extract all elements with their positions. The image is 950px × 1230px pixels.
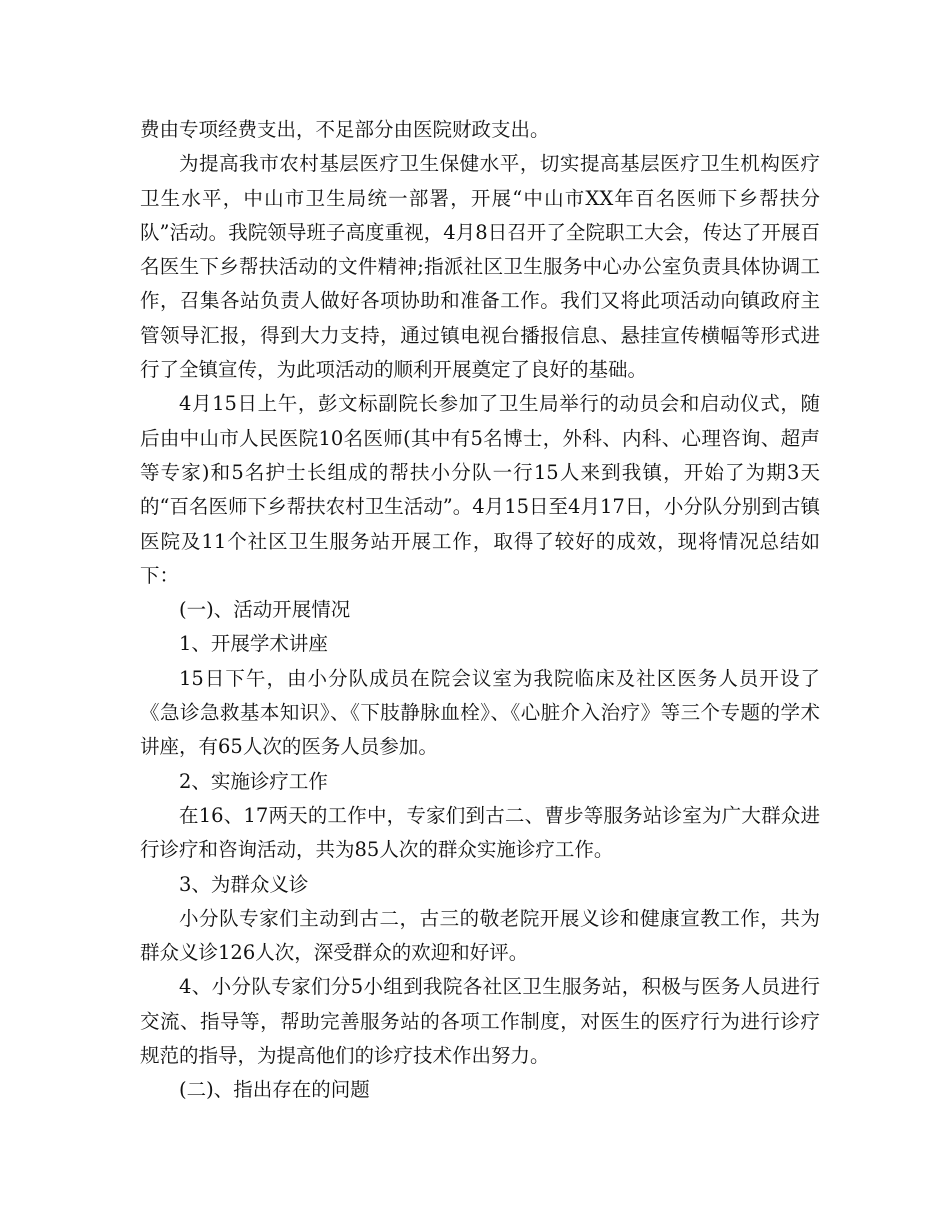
paragraph-launch: 4月15日上午，彭文标副院长参加了卫生局举行的动员会和启动仪式，随后由中山市人民医院10名医师(其中有5名博士，外科、内科、心理咨询、超声等专家)和5名护士长组成的帮扶小分队一行15人来到我镇，开始了为期3天的“百名医师下乡帮扶农村卫生活动”。4月15日至4月17日，小分队分别到古镇医院及11个社区卫生服务站开展工作，取得了较好的成效，现将情况总结如下： — [140, 392, 820, 587]
paragraph-background: 为提高我市农村基层医疗卫生保健水平，切实提高基层医疗卫生机构医疗卫生水平，中山市卫生局统一部署，开展“中山市XX年百名医师下乡帮扶分队”活动。我院领导班子高度重视，4月8日召开了全院职工大会，传达了开展百名医生下乡帮扶活动的文件精神;指派社区卫生服务中心办公室负责具体协调工作，召集各站负责人做好各项协助和准备工作。我们又将此项活动向镇政府主管领导汇报，得到大力支持，通过镇电视台播报信息、悬挂宣传横幅等形式进行了全镇宣传，为此项活动的顺利开展奠定了良好的基础。 — [140, 152, 820, 382]
paragraph-lectures: 15日下午，由小分队成员在院会议室为我院临床及社区医务人员开设了《急诊急救基本知识》、《下肢静脉血栓》、《心脏介入治疗》等三个专题的学术讲座，有65人次的医务人员参加。 — [140, 666, 820, 759]
subheading-treatment: 2、实施诊疗工作 — [179, 769, 328, 793]
document-body — [140, 113, 820, 1108]
paragraph-free-clinic: 小分队专家们主动到古二，古三的敬老院开展义诊和健康宣教工作，共为群众义诊126人次，深受群众的欢迎和好评。 — [140, 906, 820, 965]
paragraph-treatment: 在16、17两天的工作中，专家们到古二、曹步等服务站诊室为广大群众进行诊疗和咨询活动，共为85人次的群众实施诊疗工作。 — [140, 803, 820, 862]
subheading-lectures: 1、开展学术讲座 — [179, 632, 328, 656]
subheading-free-clinic: 3、为群众义诊 — [179, 872, 309, 896]
section-heading-activities: (一)、活动开展情况 — [179, 598, 351, 622]
paragraph-continuation: 费由专项经费支出，不足部分由医院财政支出。 — [140, 118, 550, 141]
section-heading-problems: (二)、指出存在的问题 — [179, 1078, 370, 1102]
paragraph-guidance: 4、小分队专家们分5小组到我院各社区卫生服务站，积极与医务人员进行交流、指导等，帮助完善服务站的各项工作制度，对医生的医疗行为进行诊疗规范的指导，为提高他们的诊疗技术作出努力。 — [140, 975, 820, 1068]
